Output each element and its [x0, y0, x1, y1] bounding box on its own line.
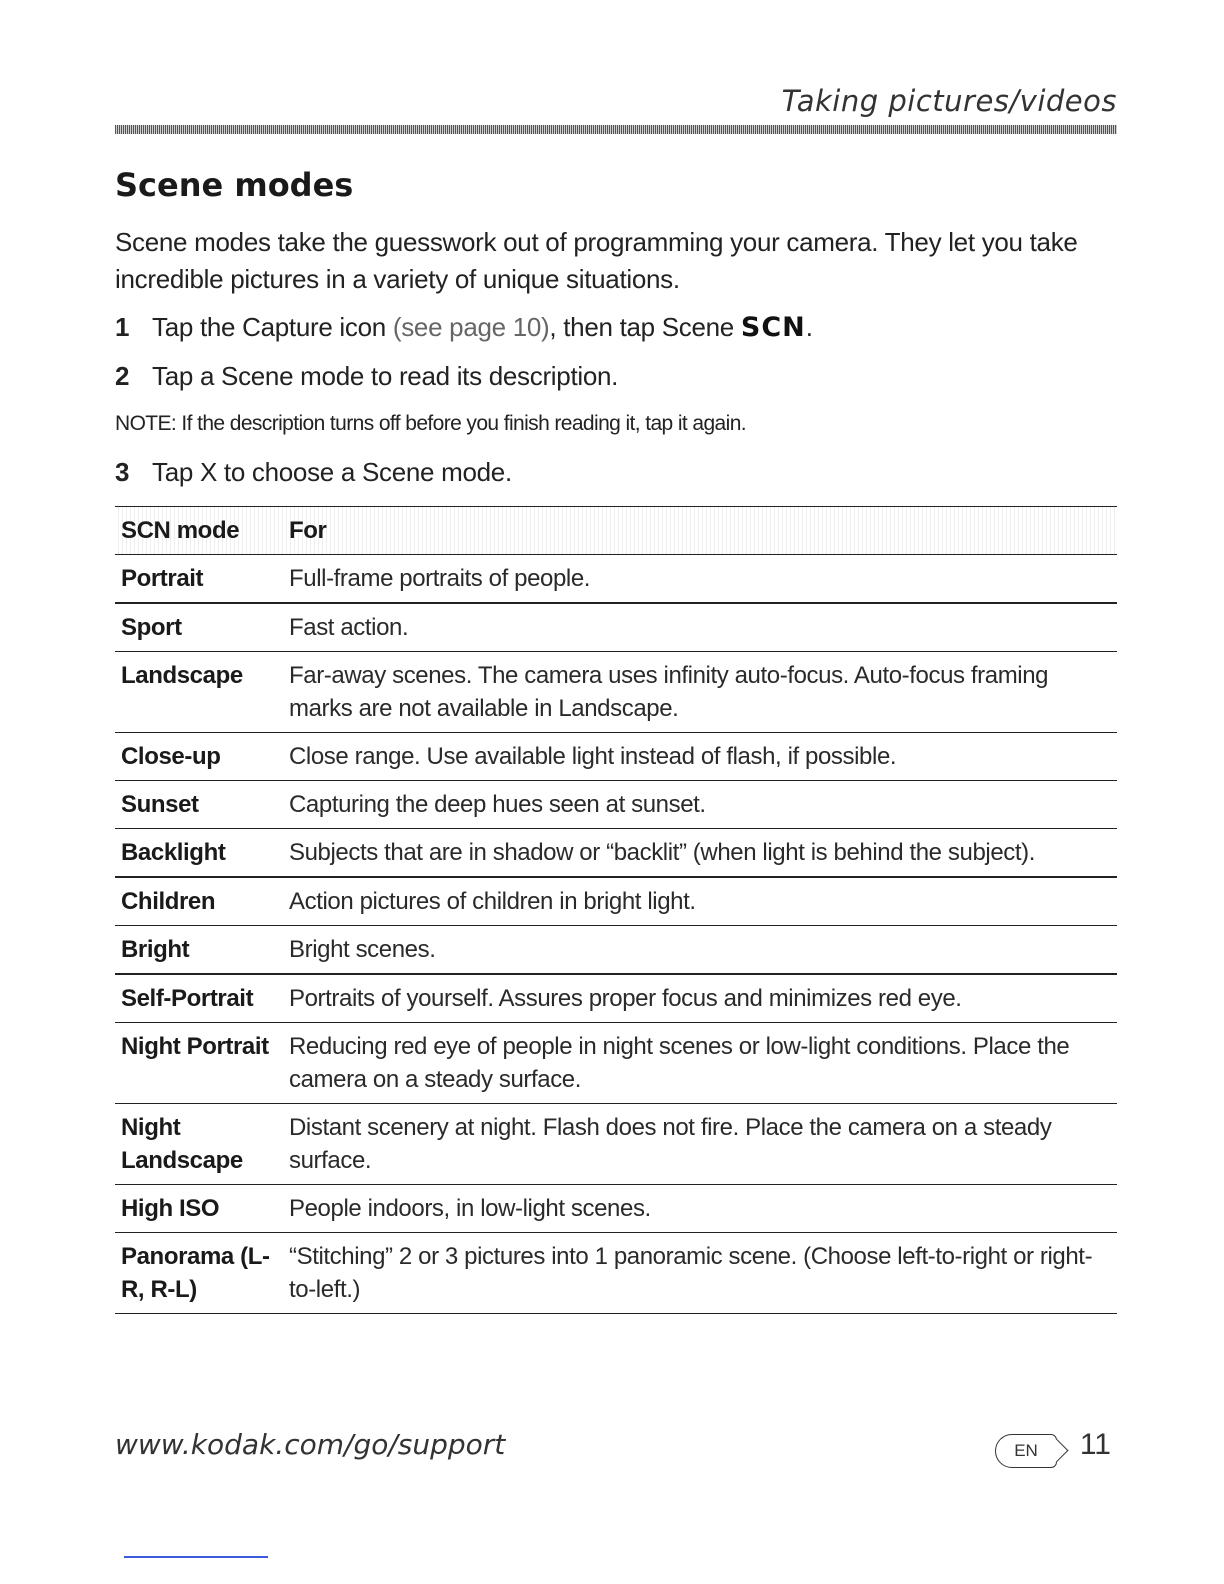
- table-row: [115, 1233, 1117, 1314]
- scene-mode-description: Subjects that are in shadow or “backlit” (when light is behind the subject).: [283, 829, 1117, 878]
- scene-mode-description: Close range. Use available light instead of flash, if possible.: [283, 733, 1117, 781]
- table-row: [115, 974, 1117, 1023]
- page-number: 11: [1079, 1428, 1111, 1461]
- scene-mode-description: Portraits of yourself. Assures proper focus and minimizes red eye.: [283, 974, 1117, 1023]
- step-text: Tap a Scene mode to read its description.: [152, 361, 619, 391]
- scene-mode-name: Portrait: [115, 555, 283, 604]
- column-header-for: For: [283, 507, 1117, 555]
- scene-mode-name: Panorama (L-R, R-L): [115, 1233, 283, 1314]
- table-row: [115, 652, 1117, 733]
- step-text-end: .: [805, 312, 813, 342]
- scene-mode-description: Capturing the deep hues seen at sunset.: [283, 781, 1117, 829]
- scene-mode-name: Bright: [115, 926, 283, 975]
- scene-mode-name: Sunset: [115, 781, 283, 829]
- step-number: 1: [115, 312, 130, 342]
- table-row: [115, 926, 1117, 975]
- step-2: [115, 361, 1117, 392]
- scene-mode-name: Night Landscape: [115, 1104, 283, 1185]
- scene-mode-description: Full-frame portraits of people.: [283, 555, 1117, 604]
- scene-mode-description: Bright scenes.: [283, 926, 1117, 975]
- scn-icon: SCN: [740, 312, 806, 343]
- scene-mode-description: Reducing red eye of people in night scenes or low-light conditions. Place the camera on a steady surface.: [283, 1023, 1117, 1104]
- table-row: [115, 829, 1117, 878]
- note: NOTE: If the description turns off before you finish reading it, tap it again.: [115, 412, 747, 435]
- scene-mode-name: Sport: [115, 603, 283, 652]
- scene-mode-table: [115, 506, 1117, 1314]
- scene-mode-name: Children: [115, 877, 283, 926]
- bottom-scan-mark: [124, 1556, 268, 1558]
- column-header-mode: SCN mode: [115, 507, 283, 555]
- table-row: [115, 603, 1117, 652]
- scene-mode-description: Far-away scenes. The camera uses infinity auto-focus. Auto-focus framing marks are not available in Landscape.: [283, 652, 1117, 733]
- scene-mode-description: Distant scenery at night. Flash does not fire. Place the camera on a steady surface.: [283, 1104, 1117, 1185]
- table-row: [115, 877, 1117, 926]
- scene-mode-description: Action pictures of children in bright light.: [283, 877, 1117, 926]
- language-badge-icon: [995, 1434, 1057, 1468]
- header-rule: [115, 125, 1117, 134]
- manual-page: [115, 0, 1117, 1584]
- scene-mode-name: Self-Portrait: [115, 974, 283, 1023]
- support-url-link[interactable]: www.kodak.com/go/support: [115, 1428, 506, 1461]
- step-text: Tap the Capture icon: [152, 312, 393, 342]
- page-reference-link[interactable]: (see page 10): [392, 312, 550, 342]
- step-text: , then tap Scene: [549, 312, 741, 342]
- scene-mode-description: Fast action.: [283, 603, 1117, 652]
- step-number: 3: [115, 457, 130, 487]
- scene-mode-description: “Stitching” 2 or 3 pictures into 1 panoramic scene. (Choose left-to-right or right-to-left.): [283, 1233, 1117, 1314]
- section-title: Scene modes: [115, 166, 354, 204]
- table-row: [115, 555, 1117, 604]
- step-3: [115, 457, 1117, 488]
- scene-mode-name: High ISO: [115, 1185, 283, 1233]
- scene-mode-name: Backlight: [115, 829, 283, 878]
- table-header-row: [115, 507, 1117, 555]
- scene-mode-name: Night Portrait: [115, 1023, 283, 1104]
- step-1: [115, 312, 1117, 343]
- table-row: [115, 1185, 1117, 1233]
- scene-mode-description: People indoors, in low-light scenes.: [283, 1185, 1117, 1233]
- table-row: [115, 781, 1117, 829]
- scene-mode-name: Landscape: [115, 652, 283, 733]
- intro-paragraph: Scene modes take the guesswork out of programming your camera. They let you take incredible pictures in a variety of unique situations.: [115, 227, 1078, 294]
- step-text: Tap X to choose a Scene mode.: [152, 457, 512, 487]
- table-row: [115, 733, 1117, 781]
- table-row: [115, 1023, 1117, 1104]
- scene-mode-name: Close-up: [115, 733, 283, 781]
- language-badge-label: EN: [1014, 1441, 1038, 1460]
- step-number: 2: [115, 361, 130, 391]
- running-header: Taking pictures/videos: [781, 84, 1117, 118]
- table-row: [115, 1104, 1117, 1185]
